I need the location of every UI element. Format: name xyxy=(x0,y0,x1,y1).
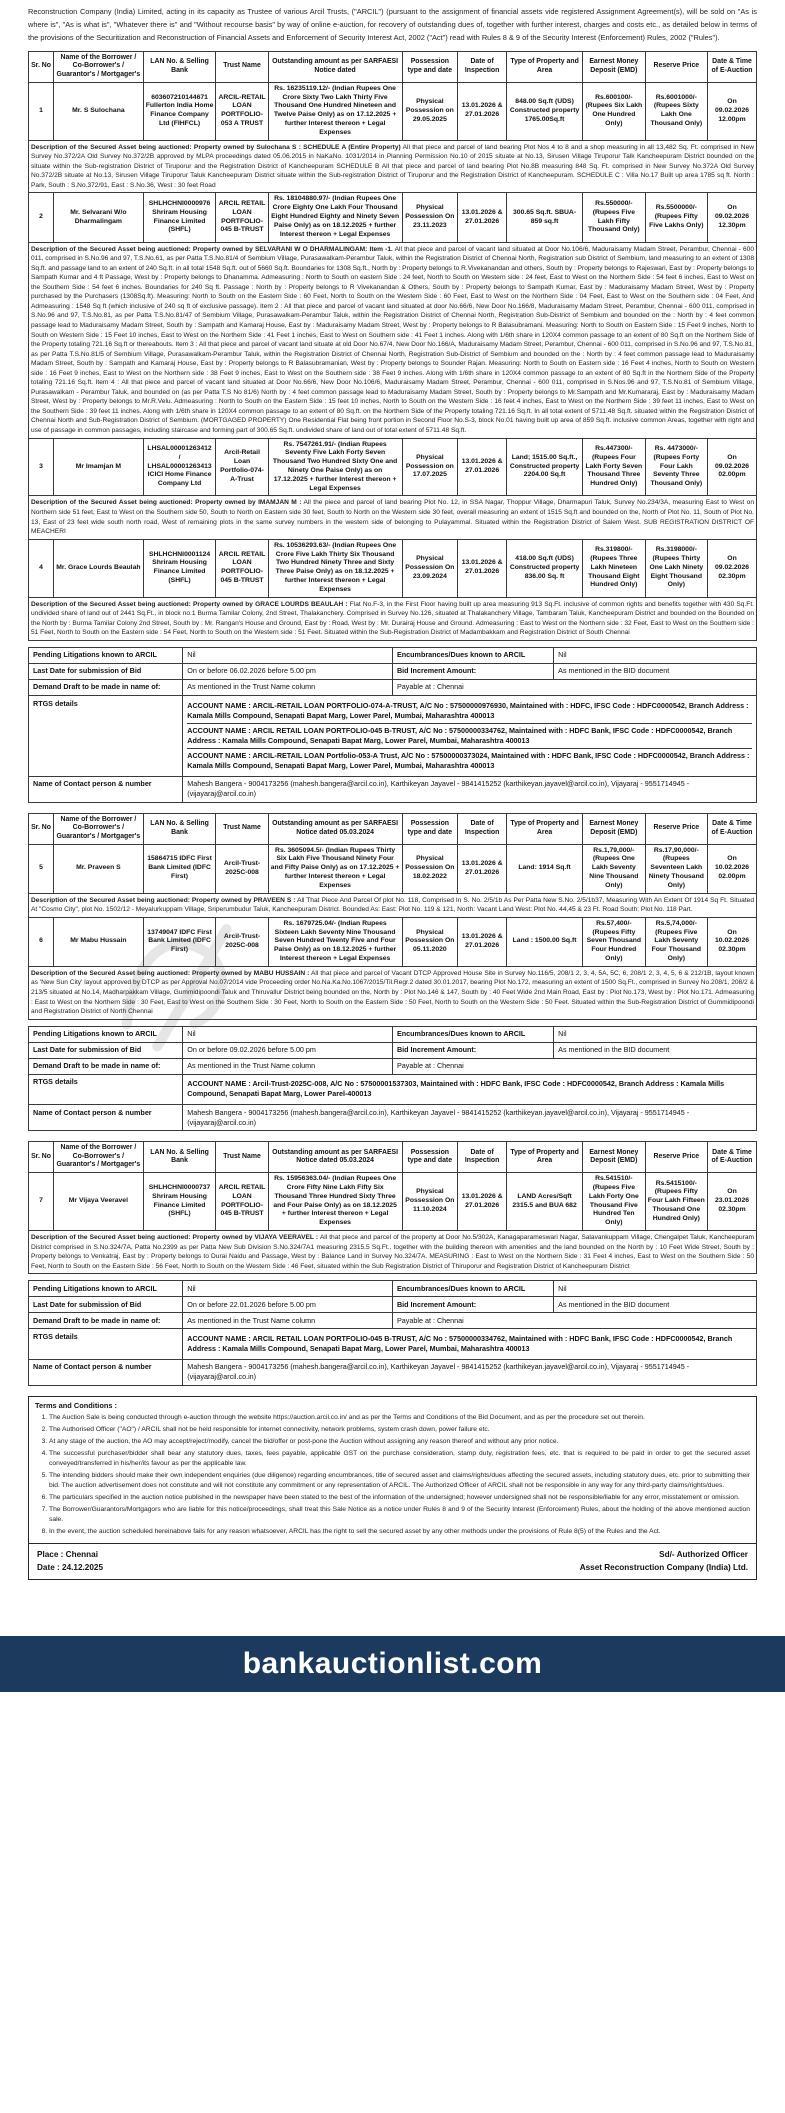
auction-row xyxy=(29,539,757,597)
cell-name: Mr Vijaya Veeravel xyxy=(54,1173,144,1231)
terms-title: Terms and Conditions : xyxy=(35,1400,117,1410)
bid-increment-value: As mentioned in the BID document xyxy=(554,663,757,679)
auction-row xyxy=(29,193,757,242)
cell-reserve: Rs.5,74,000/- (Rupees Five Lakh Seventy Four Thousand Only) xyxy=(645,917,707,966)
demand-draft-value: As mentioned in the Trust Name column xyxy=(183,1058,393,1074)
cell-outstanding: Rs. 18104880.97/- (Indian Rupees One Crore Eighty One Lakh Four Thousand Eight Hundred Eighty and Ninety Seven Paise Only) as on 18.12.2025 + further Interest thereon + Legal Expenses xyxy=(268,193,402,242)
header-lan: LAN No. & Selling Bank xyxy=(143,51,216,82)
footer-row-contact xyxy=(29,1359,757,1385)
terms-item: 8. In the event, the auction scheduled hereinabove fails for any reason whatsoever, ARCIL has the right to sell the secured asset by any other methods under the provisions of Rule 8(5) of the Rules and the Act. xyxy=(49,1527,750,1537)
header-lan: LAN No. & Selling Bank xyxy=(143,813,216,844)
asset-description xyxy=(29,966,757,1019)
asset-description xyxy=(29,1231,757,1274)
section-footer-table xyxy=(28,647,757,803)
encumbrances-label: Encumbrances/Dues known to ARCIL xyxy=(392,647,553,663)
footer-brand-text: bankauctionlist.com xyxy=(242,1646,543,1680)
encumbrances-value: Nil xyxy=(554,647,757,663)
cell-eauction: On 09.02.2026 12.00pm xyxy=(708,82,757,140)
footer-row-rtgs xyxy=(29,1329,757,1359)
rtgs-accounts xyxy=(183,696,757,776)
header-outstanding: Outstanding amount as per SARFAESI Notice dated xyxy=(268,51,402,82)
payable-at-value: Payable at : Chennai xyxy=(392,1313,756,1329)
cell-inspection: 13.01.2026 & 27.01.2026 xyxy=(458,82,507,140)
header-sr: Sr. No xyxy=(29,813,54,844)
header-trust: Trust Name xyxy=(216,813,268,844)
header-inspection: Date of Inspection xyxy=(458,1142,507,1173)
cell-inspection: 13.01.2026 & 27.01.2026 xyxy=(458,1173,507,1231)
cell-reserve: Rs. 4473000/- (Rupees Forty Four Lakh Seventy Three Thousand Only) xyxy=(645,438,707,496)
footer-brand-bar xyxy=(0,1636,785,1692)
cell-outstanding: Rs. 15956363.04/- (Indian Rupees One Crore Fifty Nine Lakh Fifty Six Thousand Three Hundred Sixty Three and Four Paise Only) as on 18.12.2025 + further Interest thereon + Legal Expenses xyxy=(268,1173,402,1231)
header-emd: Earnest Money Deposit (EMD) xyxy=(583,51,645,82)
cell-possession: Physical Possession On 05.11.2020 xyxy=(402,917,458,966)
cell-emd: Rs.541510/- (Rupees Five Lakh Forty One Thousand Five Hundred Ten Only) xyxy=(583,1173,645,1231)
cell-emd: Rs.57,400/- (Rupees Fifty Seven Thousand Four Hundred Only) xyxy=(583,917,645,966)
header-reserve: Reserve Price xyxy=(645,813,707,844)
encumbrances-label: Encumbrances/Dues known to ARCIL xyxy=(392,1026,553,1042)
auction-section xyxy=(28,813,757,1132)
description-row xyxy=(29,1231,757,1274)
auction-table xyxy=(28,1141,757,1274)
cell-possession: Physical Possession On 18.02.2022 xyxy=(402,844,458,893)
cell-type: 300.65 Sq.ft. SBUA-859 sq.ft xyxy=(507,193,583,242)
asset-description xyxy=(29,893,757,917)
rtgs-account-line: ACCOUNT NAME : ARCIL-RETAIL LOAN Portfolio-053-A Trust, A/C No : 57500000373024, Maintained with : HDFC Bank, IFSC Code : HDFC0000542, Branch Address : Kamala Mills Compound, Senapati Bapat Marg, Lower Parel, Mumbai, Maharashtra 400013 xyxy=(187,750,750,770)
header-lan: LAN No. & Selling Bank xyxy=(143,1142,216,1173)
rtgs-account-line: ACCOUNT NAME : ARCIL RETAIL LOAN PORTFOLIO-045 B-TRUST, A/C No : 57500000334762, Maintained with : HDFC Bank, IFSC Code : HDFC0000542, Branch Address : Kamala Mills Compound, Senapati Bapat Marg, Lower Parel, Mumbai, Maharashtra 400013 xyxy=(187,724,752,749)
header-eauction: Date & Time of E-Auction xyxy=(708,1142,757,1173)
cell-lan: 15864715 IDFC First Bank Limited (IDFC First) xyxy=(143,844,216,893)
header-type: Type of Property and Area xyxy=(507,51,583,82)
cell-type: 848.00 Sq.ft (UDS) Constructed property 1765.00Sq.ft xyxy=(507,82,583,140)
terms-item: 2. The Authorised Officer ("AO") / ARCIL shall not be held responsible for internet connectivity, network problems, system crash down, power failure etc. xyxy=(49,1425,750,1435)
header-type: Type of Property and Area xyxy=(507,1142,583,1173)
footer-row-rtgs xyxy=(29,696,757,776)
header-outstanding: Outstanding amount as per SARFAESI Notice dated 05.03.2024 xyxy=(268,1142,402,1173)
terms-item: 5. The intending bidders should make their own independent enquiries (due diligence) regarding encumbrances, title of secured asset and claims/rights/dues affecting the secured assets, including statutory dues, etc. prior to submitting their bid. The auction advertisement does not constitute and will not constitute any commitment or any representation of ARCIL. The Authorized Officer of ARCIL shall not be responsible in any way for any third-party claims/rights/dues. xyxy=(49,1471,750,1491)
table-header-row xyxy=(29,1142,757,1173)
footer-row-demand-draft xyxy=(29,679,757,695)
auction-row xyxy=(29,844,757,893)
last-date-label: Last Date for submission of Bid xyxy=(29,1042,183,1058)
cell-trust: Arcil-Trust-2025C-008 xyxy=(216,844,268,893)
cell-inspection: 13.01.2026 & 27.01.2026 xyxy=(458,844,507,893)
cell-trust: Arcil-Retail Loan Portfolio-074-A-Trust xyxy=(216,438,268,496)
cell-inspection: 13.01.2026 & 27.01.2026 xyxy=(458,438,507,496)
asset-description xyxy=(29,242,757,438)
cell-eauction: On 09.02.2026 02.30pm xyxy=(708,539,757,597)
cell-outstanding: Rs. 3605094.5/- (Indian Rupees Thirty Six Lakh Five Thousand Ninety Four and Fifty Paise Only) as on 17.12.2025 + further Interest thereon + Legal Expenses xyxy=(268,844,402,893)
bid-increment-value: As mentioned in the BID document xyxy=(554,1297,757,1313)
rtgs-account-line: ACCOUNT NAME : ARCIL-RETAIL LOAN PORTFOLIO-074-A-TRUST, A/C No : 57500000976930, Maintained with : HDFC, IFSC Code : HDFC0000542, Branch Address : Kamala Mills Compound, Senapati Bapat Marg, Lower Parel, Mumbai, Maharashtra 400013 xyxy=(187,699,752,724)
rtgs-accounts xyxy=(183,1074,757,1104)
cell-eauction: On 10.02.2026 02.00pm xyxy=(708,844,757,893)
cell-name: Mr. S Sulochana xyxy=(54,82,144,140)
cell-inspection: 13.01.2026 & 27.01.2026 xyxy=(458,917,507,966)
pending-litigations-label: Pending Litigations known to ARCIL xyxy=(29,1026,183,1042)
header-inspection: Date of Inspection xyxy=(458,51,507,82)
cell-type: Land : 1500.00 Sq.ft xyxy=(507,917,583,966)
pending-litigations-value: Nil xyxy=(183,647,393,663)
bid-increment-label: Bid Increment Amount: xyxy=(392,663,553,679)
asset-description xyxy=(29,496,757,539)
encumbrances-label: Encumbrances/Dues known to ARCIL xyxy=(392,1281,553,1297)
demand-draft-label: Demand Draft to be made in name of: xyxy=(29,679,183,695)
bid-increment-label: Bid Increment Amount: xyxy=(392,1297,553,1313)
cell-type: Land: 1914 Sq.ft xyxy=(507,844,583,893)
demand-draft-value: As mentioned in the Trust Name column xyxy=(183,1313,393,1329)
description-lead: Description of the Secured Asset being auctioned: Property owned by Sulochana S : SCHEDULE A (Entire Property) xyxy=(31,143,401,151)
footer-row-litigations xyxy=(29,1026,757,1042)
signoff-place-date xyxy=(37,1549,103,1574)
cell-emd: Rs.600100/- (Rupees Six Lakh One Hundred Only) xyxy=(583,82,645,140)
cell-possession: Physical Possession On 23.11.2023 xyxy=(402,193,458,242)
cell-eauction: On 09.02.2026 02.00pm xyxy=(708,438,757,496)
rtgs-label: RTGS details xyxy=(29,696,183,776)
description-row xyxy=(29,966,757,1019)
cell-reserve: Rs.3198000/- (Rupees Thirty One Lakh Ninety Eight Thousand Only) xyxy=(645,539,707,597)
auction-table xyxy=(28,51,757,641)
last-date-value: On or before 06.02.2026 before 5.00 pm xyxy=(183,663,393,679)
rtgs-account-line: ACCOUNT NAME : ARCIL RETAIL LOAN PORTFOLIO-045 B-TRUST, A/C No : 57500000334762, Maintained with : HDFC Bank, IFSC Code : HDFC0000542, Branch Address : Kamala Mills Compound, Senapati Bapat Marg, Lower Parel, Mumbai, Maharashtra 400013 xyxy=(187,1333,733,1354)
asset-description xyxy=(29,140,757,193)
footer-row-litigations xyxy=(29,1281,757,1297)
auction-row xyxy=(29,917,757,966)
demand-draft-label: Demand Draft to be made in name of: xyxy=(29,1058,183,1074)
table-header-row xyxy=(29,51,757,82)
header-type: Type of Property and Area xyxy=(507,813,583,844)
auction-sections xyxy=(28,51,757,1386)
footer-row-last-date xyxy=(29,1042,757,1058)
description-body: All that piece and parcel of land bearing Plot Nos 4 to 8 and a shop measuring in all 13,482 Sq. Ft. comprised in New Survey No.372/2A Old Survey No.372/2B approved by MLPA proceedings dated 05.06.2015 in NaKaNo. 1031/2014 in Planning Permission No.10 of 2015 situate at No.13, Sirusen Village Tiruporur Talk Kancheepuram District bounded on the situate within the Sub-registration District of Tiruporur and the Registration District of Kancheepuram SCHEDULE B All that piece and parcel of land bearing Plot No.8B measuring 848 Sq. Ft. comprised in New Survey No.372A Old Survey No.372/2B situate at No.13, Sirusen Village Tiruporur Taluk Kancheepuram District situate within the Sub-registration District of Tiruporur and the Registration District of Kancheepuram. SCHEDULE C : Villa No.17 Built up area 1785 sq ft. North : Park, South : S.No.372/91, East : S.No.36, West : 30 feet Road xyxy=(31,143,754,189)
cell-type: 418.00 Sq.ft (UDS) Constructed property 836.00 Sq. ft xyxy=(507,539,583,597)
rtgs-account-line: ACCOUNT NAME : Arcil-Trust-2025C-008, A/C No : 57500001537303, Maintained with : HDFC Bank, IFSC Code : HDFC0000542, Branch Address : Kamala Mills Compound, Senapati Bapat Marg, Lower Parel-400013 xyxy=(187,1079,725,1099)
description-row xyxy=(29,242,757,438)
asset-description xyxy=(29,597,757,640)
header-reserve: Reserve Price xyxy=(645,1142,707,1173)
auction-table xyxy=(28,813,757,1020)
description-lead: Description of the Secured Asset being auctioned: Property owned by SELVARANI W O DHARMALINGAM: Item -1. xyxy=(31,245,393,253)
contact-person-value: Mahesh Bangera - 9004173256 (mahesh.bangera@arcil.co.in), Karthikeyan Jayavel - 9841415252 (karthikeyan.jayavel@arcil.co.in), Vijayaraj - 9551714945 - (vijayaraj@arcil.co.in) xyxy=(183,1359,757,1385)
signoff-authority xyxy=(580,1549,748,1574)
cell-eauction: On 09.02.2026 12.30pm xyxy=(708,193,757,242)
footer-row-contact xyxy=(29,1105,757,1131)
cell-reserve: Rs.17,90,000/- (Rupees Seventeen Lakh Ninety Thousand Only) xyxy=(645,844,707,893)
cell-reserve: Rs.6001000/- (Rupees Sixty Lakh One Thousand Only) xyxy=(645,82,707,140)
cell-sr: 7 xyxy=(29,1173,54,1231)
description-body: All That Piece And Parcel Of plot No. 118, Comprised In S. No. 2/5/1b As Per Patta New S.No. 2/5/1b37, Measuring With An Extent Of 1914 Sq Ft. Situated At "Cosmo City", plot No. 1502/12 - Meyalurkuppam Village, Sriperumbudur Taluk, Kancheepuram District. Bounded As: East: Plot No. 119 & 121, North: Vacant Land West: Plot No. 44,45 & 23 Ft. Road South: Plot No. 118 Part. xyxy=(31,896,754,914)
terms-item: 7. The Borrower/Guarantors/Mortgagors who are liable for this notice/proceedings, shall treat this Sale Notice as a notice under Rules 8 and 9 of the Security Interest (Enforcement) Rules, about the holding of the above mentioned auction sale. xyxy=(49,1505,750,1525)
terms-item: 1. The Auction Sale is being conducted through e-auction through the website https://auction.arcil.co.in/ and as per the Terms and Conditions of the Bid Document, and as per the procedure set out therein. xyxy=(49,1413,750,1423)
cell-emd: Rs.319800/- (Rupees Three Lakh Nineteen Thousand Eight Hundred Only) xyxy=(583,539,645,597)
encumbrances-value: Nil xyxy=(554,1281,757,1297)
bid-increment-value: As mentioned in the BID document xyxy=(554,1042,757,1058)
contact-person-value: Mahesh Bangera - 9004173256 (mahesh.bangera@arcil.co.in), Karthikeyan Jayavel - 9841415252 (karthikeyan.jayavel@arcil.co.in), Vijayaraj - 9551714945 - (vijayaraj@arcil.co.in) xyxy=(183,1105,757,1131)
cell-lan: SHLHCHNI0001124 Shriram Housing Finance Limited (SHFL) xyxy=(143,539,216,597)
header-sr: Sr. No xyxy=(29,51,54,82)
pending-litigations-label: Pending Litigations known to ARCIL xyxy=(29,647,183,663)
footer-row-rtgs xyxy=(29,1074,757,1104)
cell-lan: 603607210144671 Fullerton India Home Finance Company Ltd (FIHFCL) xyxy=(143,82,216,140)
cell-outstanding: Rs. 10536293.63/- (Indian Rupees One Crore Five Lakh Thirty Six Thousand Two Hundred Ninety Three and Sixty Three Paise Only) as on 18.12.2025 + further Interest thereon + Legal Expenses xyxy=(268,539,402,597)
header-eauction: Date & Time of E-Auction xyxy=(708,813,757,844)
auction-section xyxy=(28,1141,757,1386)
contact-person-value: Mahesh Bangera - 9004173256 (mahesh.bangera@arcil.co.in), Karthikeyan Jayavel - 9841415252 (karthikeyan.jayavel@arcil.co.in), Vijayaraj - 9551714945 - (vijayaraj@arcil.co.in) xyxy=(183,776,757,802)
payable-at-value: Payable at : Chennai xyxy=(392,679,756,695)
cell-emd: Rs.447300/- (Rupees Four Lakh Forty Seven Thousand Three Hundred Only) xyxy=(583,438,645,496)
signoff-company: Asset Reconstruction Company (India) Ltd. xyxy=(579,1562,748,1572)
cell-name: Mr Mabu Hussain xyxy=(54,917,144,966)
signoff-date: Date : 24.12.2025 xyxy=(37,1562,103,1572)
cell-reserve: Rs.5415100/- (Rupees Fifty Four Lakh Fifteen Thousand One Hundred Only) xyxy=(645,1173,707,1231)
description-row xyxy=(29,140,757,193)
rtgs-accounts xyxy=(183,1329,757,1359)
cell-trust: Arcil-Trust-2025C-008 xyxy=(216,917,268,966)
header-eauction: Date & Time of E-Auction xyxy=(708,51,757,82)
demand-draft-value: As mentioned in the Trust Name column xyxy=(183,679,393,695)
cell-type: LAND Acres/Sqft 2315.5 and BUA 682 xyxy=(507,1173,583,1231)
description-lead: Description of the Secured Asset being auctioned: Property owned by GRACE LOURDS BEAULAH : xyxy=(31,600,348,608)
contact-person-label: Name of Contact person & number xyxy=(29,1359,183,1385)
header-name: Name of the Borrower / Co-Borrower's / Guarantor's / Mortgager's xyxy=(54,813,144,844)
header-name: Name of the Borrower / Co-Borrower's / Guarantor's / Mortgager's xyxy=(54,51,144,82)
header-name: Name of the Borrower / Co-Borrower's / Guarantor's / Mortgager's xyxy=(54,1142,144,1173)
last-date-value: On or before 22.01.2026 before 5.00 pm xyxy=(183,1297,393,1313)
cell-eauction: On 23.01.2026 02.30pm xyxy=(708,1173,757,1231)
description-body: All that piece and parcel of Vacant DTCP Approved House Site in Survey No.116/5, 208/1 2, 3, 4, 5A, 5C, 6, 208/1 2, 3, 4, 5, 6 & 212/1B, layout known as 'New Sun City' layout approved by DTCP as per Approval No.07/2014 vide Proceeding order No.Na.Ka.No.1067/2015/Til.Regr.2 dated 30.01.2017, bearing Plot No.172, measuring an extent of 1500 Sq.Ft., comprised in Survey No.208/1, 208/2 & 213/5 situated at No.14, Madharpakkam Village, Gummidipoondi Taluk and Thiruvallur District being bounded on the, North by : Plot No.146 & 147, South by : 40 Feet Wide 2nd Main Road, East by : Plot No.173, West by : Plot No.171. Admeasuring : East to West on the Northern Side : 30 Feet, East to West on the Southern Side : 30 Feet, North to South on the Eastern Side : 50 Feet, North to South on the Western Side : 50 Feet. Situated within the Sub-Registration District of Gummidipoondi and Registration District of North Chennai xyxy=(31,969,754,1016)
section-footer-table xyxy=(28,1026,757,1132)
cell-trust: ARCIL RETAIL LOAN PORTFOLIO-045 B-TRUST xyxy=(216,539,268,597)
notice-intro-paragraph: Reconstruction Company (India) Limited, acting in its capacity as Trustee of various Arcil Trusts, ("ARCIL") (pursuant to the assignment of financial assets vide registered Assignment Agreement(s), will be sold on "As is where is", "As is what is", "Whatever there is" and "Without recourse basis" by way of online e-auction, for recovery of outstanding dues of, together with further interest, charges and costs etc., as detailed below in terms of the provisions of the Securitization and Reconstruction of Financial Assets and Enforcement of Security Interest Act, 2002 ("Act") read with Rules 8 & 9 of the Security Interest (Enforcement) Rules, 2002 ("Rules"). xyxy=(28,7,757,42)
pending-litigations-value: Nil xyxy=(183,1026,393,1042)
header-possession: Possession type and date xyxy=(402,51,458,82)
cell-sr: 5 xyxy=(29,844,54,893)
terms-list xyxy=(35,1413,750,1538)
cell-name: Mr. Grace Lourds Beaulah xyxy=(54,539,144,597)
cell-type: Land; 1515.00 Sq.ft., Constructed property 2204.00 Sq.ft xyxy=(507,438,583,496)
description-row xyxy=(29,597,757,640)
cell-name: Mr. Selvarani W/o Dharmalingam xyxy=(54,193,144,242)
pending-litigations-value: Nil xyxy=(183,1281,393,1297)
auction-row xyxy=(29,82,757,140)
header-possession: Possession type and date xyxy=(402,813,458,844)
description-body: All that piece and parcel of vacant land situated at Door No.106/6, Maduraisamy Madam Street, Perambur, Chennai - 600 011, comprised in S.No.96 and 97, T.S.No.61, as per Patta T.S.No.81/4 of Sembium Village, Purasawalkam-Perambur Taluk, within the Registration District of Chennai North, Registration sub District of Sembium, land measuring to an extent of 1308 Sq.ft. and passage land to an extent of 240 Sq.ft. in all total 1548 Sq.ft. out of 5660 Sq.ft. Boundaries for 1308 Sq.ft., North by : Property belongs to R.Vivekanandan and others, South by : Property belongs to Rajeswari, East by : Property belongs to Sampath Kumar and 4 ft Passage, West by : Property belongs to Dhanamma. Admeasuring : North to South on eastern Side : 24 feet, North to South on Western side : 24 feet, East to West on the Northern Side : 54 feet 6 inches, East to West on the Southern Side : 54 feet 6 inches. Boundaries for 240 Sq ft. Passage : North by : Property belongs to R Vivekanandan & Others, South by : Property belongs to Sampath Kumar, East by : Maduraisamy Madam Street, West by : Property purchased by the Purchasers (1308Sq.ft). Measuring: North to South on the Eastern Side : 60 Feet, North to South on the Western Side : 60 Feet, East to West on the Northern Side : 04 Feet, East to West on the Southern side : 04 Feet, And Admeasuring : 1548 Sq ft (which inclusive of 240 sq ft of exclusive passage). Item 2 : All that piece and parcel of vacant land situated at door No.66/6, New Door No.166/8, Maduraisamy Madam Street, Perambur, Chennai - 600 011, comprised in S.No.96 and 97, T.S.No.81, as per Patta T.S.No.81/47 of Sembium Village, Purasawalkam-Perambur Taluk, within the Registration District of Chennai North, Registration Sub-District of Sembium and bounded on the : North by : 4 feet common passage lead to Maduraisamy Madam Street, South by : Sampath and Kamaraj House, East by : Maduraisamy Madam Street, West by : Property belongs to R Balasubramani. Measuring: North to South on Eastern Side : 15 Feet 9 inches, North to South on Western Side : 15 Feet 10 inches, East to West on the Northern Side : 41 Feet 1 inches, East to West on Southern side : 41 Feet 1 inches. Along with 1/6th share in 120X4 common passage to an extent of 80 Sq.ft on the Northern Side of the Property totaling 721.16 Sq.ft or thereabouts. Item 3 : All that piece and parcel of vacant land situate at old Door No.67/4, New Door No.166/A, Maduraisamy Madam Street, Perambur, Chennai - 600 011, comprised in S.No.96 and 97, T.S.No.81, as per Patta T.S.No.81/5 of Sembium Village, Purasawalkam-Perambur Taluk, within the Registration District of Chennai North, Registration Sub-District of Sembium and bounded on the : North by : 4 feet common passage lead to Maduraisamy Madam Street, South by : Sampath and Kamaraj House, East by : Property belongs to R Balasubramanian, West by : Property belongs to Sounder Rajan. Measuring: North to South on Eastern side : 16 Feet 4 inches, North to South on Western side : 16 Feet 9 inches, East to West on the Northern side : 38 Feet 9 inches, East to West on the Southern side : 38 Feet 9 inches. Along with 1/6th share in 120X4 common passage to an extent of 80 Sq.ft in the Northern Side of the Property totaling 721.16 Sq.ft. Item 4 : All that piece and parcel of vacant land situated at Door No.66/6, New Door No.106/6, Maduraisamy Madam Street, Perambur, Chennai - 600 011, comprised in S.Nos.96 and 97, T.S.No.81 of Sembium Village, Purasawalkam - Perambur Taluk, and bounded on (as per Patta T.S No 81/6) North by : 4 feet common passage lead to Maduraisamy Madam Street, South by : Property belongs to Mr.Sampath and Mr.Kumararaj, East by : Maduraisamy Madam Street, West by : Property belongs to Mr.R.Velu. Admeasuring : North to South on the Eastern Side : 15 feet 10 inches, North to South on the Western Side : 16 feet 4 inches, East to West on the Northern Side : 39 feet 11 inches, East to West on the Southern Side : 39 feet 11 inches. Along with 1/6th share in 120X4 common passage to an extent of 80 Sq.ft. on the Northern Side of the Property totaling 721.16 Sq.ft. In all total extent of 5711.48 Sq.ft. situated within the Registration District of Chennai North and Sub-Registration District of Sembium. (MORTGAGED PROPERTY) One Residential Flat being front portion in Second Floor No.S-3, block No.01 having built up area of 859 Sq.ft. inclusive common Areas, together with right and use of passage in common passages, including staircase and forming part of 300.65 Sq.ft. undivided share of land out of total extent of 5711.48 Sq.ft. xyxy=(31,245,755,434)
footer-row-demand-draft xyxy=(29,1313,757,1329)
description-row xyxy=(29,496,757,539)
terms-item: 6. The particulars specified in the auction notice published in the newspaper have been stated to the best of the information of the undersigned; however undersigned shall not be responsible/liable for any error, misstatement or omission. xyxy=(49,1493,750,1503)
auction-section xyxy=(28,51,757,803)
signoff-place: Place : Chennai xyxy=(37,1550,98,1560)
auction-row xyxy=(29,1173,757,1231)
cell-outstanding: Rs. 7547261.91/- (Indian Rupees Seventy Five Lakh Forty Seven Thousand Two Hundred Sixty One and Ninety One Paise Only) as on 17.12.2025 + further Interest thereon + Legal Expenses xyxy=(268,438,402,496)
footer-row-last-date xyxy=(29,1297,757,1313)
terms-and-conditions xyxy=(28,1396,757,1545)
demand-draft-label: Demand Draft to be made in name of: xyxy=(29,1313,183,1329)
cell-lan: LHSAL00001263412 / LHSAL00001263413 ICICI Home Finance Company Ltd xyxy=(143,438,216,496)
signoff-sd: Sd/- Authorized Officer xyxy=(659,1550,748,1560)
footer-row-last-date xyxy=(29,663,757,679)
header-trust: Trust Name xyxy=(216,1142,268,1173)
cell-reserve: Rs.5500000/- (Rupees Fifty Five Lakhs Only) xyxy=(645,193,707,242)
description-body: All the piece and parcel of land bearing Plot No. 12, in SSA Nagar, Thoppur Village, Dharmapuri Taluk, Survey No.234/3A, measuring East to West on Northern side 51 feet, East to West on the Southern side 50, South to North on Eastern side 30 feet, South to North on the Western side 30 feet, overall measuring an extent of 1515 Sq.ft and bounded on the, North of Plot No. 11, South of Plot No. 13, East of 23 feet wide south north road, West of remaining plots in the same survey numbers in the western side of belonging to Pulayammal. Situated within the Registration District of Salem West. SUB REGISTRATION DISTRICT OF MEACHERI xyxy=(31,499,754,536)
footer-row-demand-draft xyxy=(29,1058,757,1074)
header-emd: Earnest Money Deposit (EMD) xyxy=(583,1142,645,1173)
cell-emd: Rs.550000/- (Rupees Five Lakh Fifty Thousand Only) xyxy=(583,193,645,242)
cell-possession: Physical Possession On 11.10.2024 xyxy=(402,1173,458,1231)
payable-at-value: Payable at : Chennai xyxy=(392,1058,756,1074)
auction-row xyxy=(29,438,757,496)
last-date-label: Last Date for submission of Bid xyxy=(29,663,183,679)
description-body: Flat No.F-3, in the First Floor having built up area measuring 913 Sq.Ft. inclusive of common rights and benefits together with 430 Sq.Ft. undivided share of land out of 2441 Sq.Ft., in block no.1 Burma Tamilar Colony, 2nd Street, Thalakanchery. Comprised in Survey No.126, situated at Thalakanchery Village, Tambaram Taluk, Kancheepuram District and bounded on the Bounded on the North by : Burma Tamilar Colony 2nd Street, South by : Mr. Rangan's House and Ground, East by : Road, West by : Mr. Durairaj House and Ground. Admeasuring : East to West on the Northern side : 32 Feet, East to West on the Southern side : 51 Feet, North to South on the Eastern side : 54 Feet, North to South on the Western side : 51 Feet. Situated within the Sub-Registration District of Madambakkam and Registration District of South Chennai xyxy=(31,600,754,637)
cell-name: Mr. Praveen S xyxy=(54,844,144,893)
cell-trust: ARCIL RETAIL LOAN PORTFOLIO-045 B-TRUST xyxy=(216,193,268,242)
cell-possession: Physical Possession on 29.05.2025 xyxy=(402,82,458,140)
cell-emd: Rs.1,79,000/- (Rupees One Lakh Seventy Nine Thousand Only) xyxy=(583,844,645,893)
cell-lan: SHLHCHNI0000737 Shriram Housing Finance Limited (SHFL) xyxy=(143,1173,216,1231)
encumbrances-value: Nil xyxy=(554,1026,757,1042)
cell-sr: 4 xyxy=(29,539,54,597)
header-sr: Sr. No xyxy=(29,1142,54,1173)
cell-inspection: 13.01.2026 & 27.01.2026 xyxy=(458,193,507,242)
contact-person-label: Name of Contact person & number xyxy=(29,1105,183,1131)
cell-outstanding: Rs. 1679725.04/- (Indian Rupees Sixteen Lakh Seventy Nine Thousand Seven Hundred Twenty Five and Four Paise Only) as on 18.12.2025 + further Interest thereon + Legal Expenses xyxy=(268,917,402,966)
rtgs-label: RTGS details xyxy=(29,1074,183,1104)
header-inspection: Date of Inspection xyxy=(458,813,507,844)
description-lead: Description of the Secured Asset being auctioned: Property owned by VIJAYA VEERAVEL : xyxy=(31,1234,319,1242)
cell-sr: 3 xyxy=(29,438,54,496)
bid-increment-label: Bid Increment Amount: xyxy=(392,1042,553,1058)
description-row xyxy=(29,893,757,917)
cell-lan: 13749047 IDFC First Bank Limited (IDFC First) xyxy=(143,917,216,966)
terms-item: 3. At any stage of the auction, the AO may accept/reject/modify, cancel the bid/offer or post-pone the Auction without assigning any reason thereof and without any prior notice. xyxy=(49,1437,750,1447)
last-date-label: Last Date for submission of Bid xyxy=(29,1297,183,1313)
cell-possession: Physical Possession On 23.09.2024 xyxy=(402,539,458,597)
section-footer-table xyxy=(28,1280,757,1386)
pending-litigations-label: Pending Litigations known to ARCIL xyxy=(29,1281,183,1297)
cell-name: Mr Imamjan M xyxy=(54,438,144,496)
cell-sr: 1 xyxy=(29,82,54,140)
header-emd: Earnest Money Deposit (EMD) xyxy=(583,813,645,844)
cell-inspection: 13.01.2026 & 27.01.2026 xyxy=(458,539,507,597)
description-lead: Description of the Secured Asset being auctioned: Property owned by PRAVEEN S : xyxy=(31,896,296,904)
last-date-value: On or before 09.02.2026 before 5.00 pm xyxy=(183,1042,393,1058)
description-lead: Description of the Secured Asset being auctioned: Property owned by MABU HUSSAIN : xyxy=(31,969,310,977)
header-possession: Possession type and date xyxy=(402,1142,458,1173)
cell-sr: 6 xyxy=(29,917,54,966)
cell-lan: SHLHCHNI0000976 Shriram Housing Finance Limited (SHFL) xyxy=(143,193,216,242)
header-outstanding: Outstanding amount as per SARFAESI Notice dated 05.03.2024 xyxy=(268,813,402,844)
rtgs-label: RTGS details xyxy=(29,1329,183,1359)
description-lead: Description of the Secured Asset being auctioned: Property owned by IMAMJAN M : xyxy=(31,499,302,507)
footer-row-contact xyxy=(29,776,757,802)
footer-row-litigations xyxy=(29,647,757,663)
cell-eauction: On 10.02.2026 02.30pm xyxy=(708,917,757,966)
signoff-block xyxy=(28,1544,757,1580)
header-reserve: Reserve Price xyxy=(645,51,707,82)
cell-trust: ARCIL RETAIL LOAN PORTFOLIO-045 B-TRUST xyxy=(216,1173,268,1231)
cell-outstanding: Rs. 16235119.12/- (Indian Rupees One Crore Sixty Two Lakh Thirty Five Thousand One Hundred Nineteen and Twelve Paise Only) as on 17.12.2025 + further Interest thereon + Legal Expenses xyxy=(268,82,402,140)
cell-sr: 2 xyxy=(29,193,54,242)
terms-item: 4. The successful purchaser/bidder shall bear any statutory dues, taxes, fees payable, applicable GST on the purchase consideration, stamp duty, registration fees, etc. that is required to be paid in order to get the secured asset conveyed/transferred in his/her/its favour as per the applicable law. xyxy=(49,1449,750,1469)
description-body: All that piece and parcel of the property at Door No.5/302A, Kanagaparameswari Nagar, Salavankuppam Village, Chengalpet Taluk, Kancheepuram District comprised in S.No.324/7A, Patta No.2399 as per Patta New Sub Division S.No.324/7A1 measuring 2315.5 Sq.Ft., together with the building thereon with amenities and the land bounded on the North by : 10 Feet Wide Street, South by : Property belongs to Venkatraj, East by : Property belongs to Durai Naidu and Passage, West by : Balance Land in Survey No.324/7A. MEASURING : East to West on the Northern Side : 31 Feet 4 inches, East to West on the Southern Side : 50 Feet, North to South on the Eastern Side : 56 Feet, North to South on the Western Side : 46 Feet, situated within the Sub Registration District of Thiruporur and Registration District of Kancheepuram District xyxy=(31,1234,755,1270)
cell-trust: ARCIL-RETAIL LOAN PORTFOLIO-053 A TRUST xyxy=(216,82,268,140)
contact-person-label: Name of Contact person & number xyxy=(29,776,183,802)
header-trust: Trust Name xyxy=(216,51,268,82)
table-header-row xyxy=(29,813,757,844)
cell-possession: Physical Possession on 17.07.2025 xyxy=(402,438,458,496)
